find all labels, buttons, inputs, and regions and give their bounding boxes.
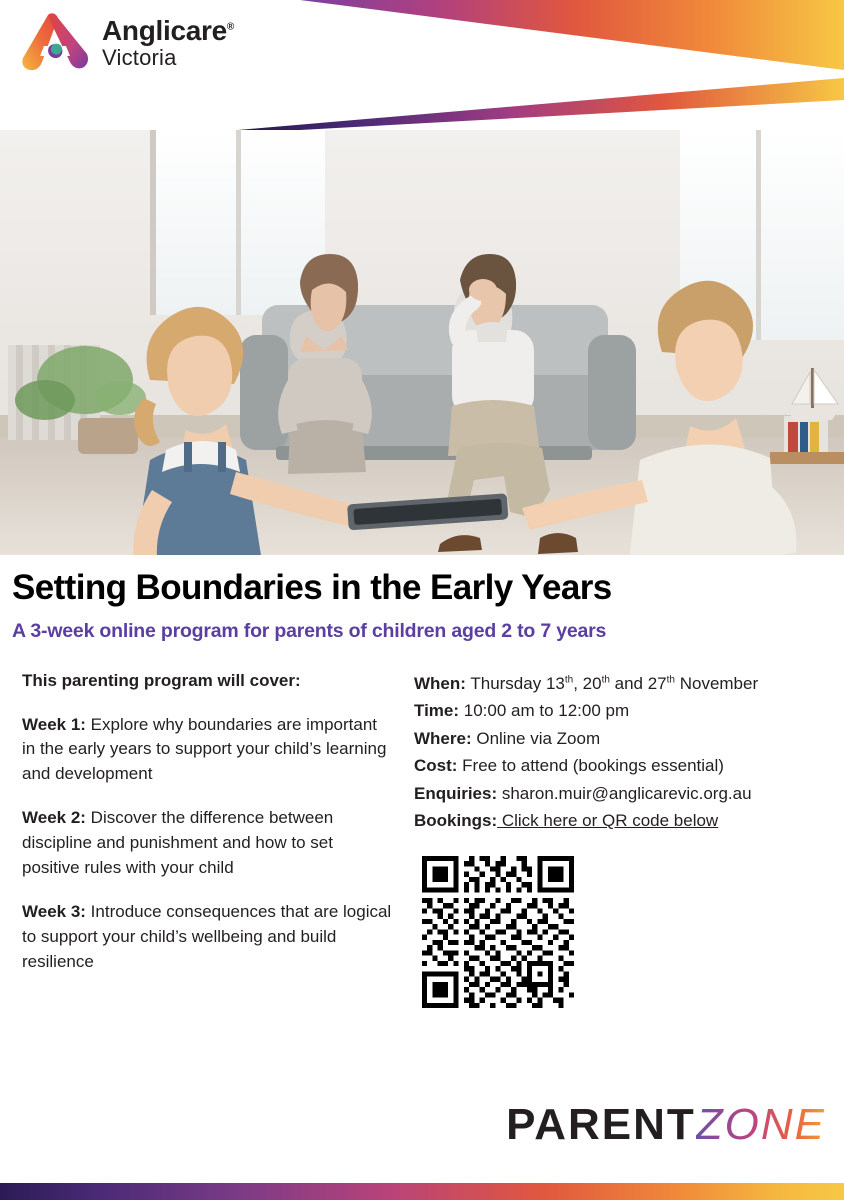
anglicare-a-mark-icon [18,12,90,74]
week-1-item [22,713,392,787]
detail-enquiries [414,781,832,807]
when-sup-3: th [666,673,675,685]
week-2-item [22,806,392,880]
time-label: Time: [414,701,460,720]
when-sup-1: th [564,673,574,685]
cost-label: Cost: [414,756,458,775]
detail-where [414,726,832,752]
footer-gradient-bar [0,1183,844,1200]
parentzone-parent-text: PARENT [506,1100,696,1149]
program-coverage-heading: This parenting program will cover: [22,670,301,690]
anglicare-logo [18,12,234,74]
where-label: Where: [414,728,472,748]
poster-header [0,0,844,130]
content-columns [0,643,844,1008]
detail-time [414,698,832,724]
parentzone-logo [506,1100,826,1150]
qr-code-container [422,856,832,1008]
week-3-label: Week 3: [22,902,86,922]
when-label: When: [414,673,466,693]
week-3-item [22,900,392,974]
title-block [0,555,844,643]
week-1-label: Week 1: [22,714,86,734]
when-sup-2: th [601,673,610,685]
anglicare-logo-text [102,17,234,69]
brand-name: Anglicare® [102,15,234,46]
detail-cost [414,753,832,779]
when-value-mid: , 20 [573,673,602,693]
bookings-label: Bookings: [414,811,498,830]
enquiries-label: Enquiries: [414,783,498,803]
brand-trademark: ® [226,21,234,33]
program-outline-column [12,671,392,1008]
enquiries-email[interactable]: sharon.muir@anglicarevic.org.au [497,783,752,803]
page-title: Setting Boundaries in the Early Years [12,568,612,607]
cost-value: Free to attend (bookings essential) [457,756,724,775]
parentzone-zone-text: ZONE [695,1100,826,1149]
when-value-mid2: and 27 [609,673,667,693]
page-subtitle: A 3-week online program for parents of children aged 2 to 7 years [12,619,607,642]
week-1-text: Explore why boundaries are important in the early years to support your child’s learning and development [22,714,387,783]
event-details-column [392,671,832,1008]
bookings-link[interactable]: Click here or QR code below [497,811,719,830]
time-value: 10:00 am to 12:00 pm [459,701,630,720]
booking-qr-code[interactable] [422,856,574,1008]
when-value-pre: Thursday 13 [465,673,565,693]
where-value: Online via Zoom [471,728,601,748]
week-2-text: Discover the difference between discipline and punishment and how to set positive rules with your child [22,808,334,877]
detail-bookings [414,808,832,834]
detail-when [414,671,832,697]
when-value-post: November [674,673,759,693]
week-2-label: Week 2: [22,808,86,828]
hero-photo [0,130,844,555]
week-3-text: Introduce consequences that are logical to support your child’s wellbeing and build resilience [22,902,392,971]
brand-region: Victoria [102,45,177,70]
